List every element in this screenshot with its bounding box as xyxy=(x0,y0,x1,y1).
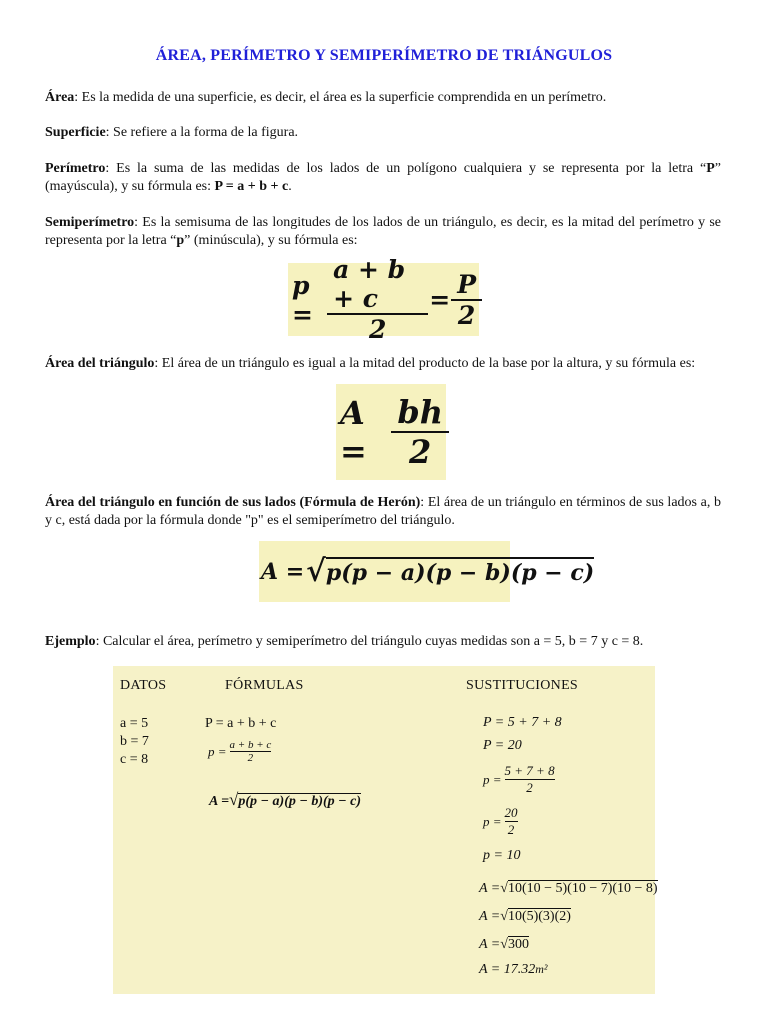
term-ejemplo: Ejemplo xyxy=(45,634,96,649)
definition-area-text: : Es la medida de una superficie, es decir, el área es la superficie comprendida en un perímetro. xyxy=(74,90,607,105)
heron-formula-image xyxy=(259,541,595,602)
definition-area-triangulo-text: : El área de un triángulo es igual a la mitad del producto de la base por la altura, y su fórmula es: xyxy=(154,356,696,371)
sust-4-den: 2 xyxy=(505,821,518,838)
sust-7 xyxy=(479,909,571,925)
definition-semiperimetro-text: : Es la semisuma de las longitudes de los lados de un triángulo, es decir, es la mitad del perímetro y se representa por la letra “ xyxy=(45,215,721,248)
area-formula-image xyxy=(336,384,446,480)
definition-semiperimetro xyxy=(45,214,721,250)
definition-heron xyxy=(45,494,721,530)
heron-formula-radicand: p(p − a)(p − b)(p − c) xyxy=(326,557,594,586)
sust-6 xyxy=(479,881,658,897)
datos-c: c = 8 xyxy=(120,752,149,767)
sust-4-lhs: p = xyxy=(483,813,502,829)
definition-perimetro xyxy=(45,160,721,196)
f-heron-radicand: p(p − a)(p − b)(p − c) xyxy=(238,794,362,809)
semiperimetro-letter: p xyxy=(176,233,185,248)
sust-6-lhs: A = xyxy=(479,881,501,896)
term-heron: Área del triángulo en función de sus lados (Fórmula de Herón) xyxy=(45,495,421,510)
definition-area-triangulo xyxy=(45,355,721,373)
definition-perimetro-text: : Es la suma de las medidas de los lados de un polígono cualquiera y se representa por la letra “ xyxy=(105,161,707,176)
datos-a: a = 5 xyxy=(120,716,149,731)
sqrt-icon: √ xyxy=(229,790,239,809)
page-title: ÁREA, PERÍMETRO Y SEMIPERÍMETRO DE TRIÁNGULOS xyxy=(155,47,613,64)
sust-2: P = 20 xyxy=(483,738,522,753)
f-semi-den: 2 xyxy=(230,751,272,764)
semiperimetro-formula-image xyxy=(288,255,479,344)
formula-semiperimetro xyxy=(208,739,271,764)
formula-perimetro: P = a + b + c xyxy=(205,716,277,731)
definition-ejemplo xyxy=(45,633,721,651)
term-area: Área xyxy=(45,90,75,105)
definition-semiperimetro-text2: ” (minúscula), y su fórmula es: xyxy=(184,233,358,248)
term-perimetro: Perímetro xyxy=(45,161,106,176)
area-formula-lhs: A = xyxy=(340,394,367,470)
area-formula-numerator: bh xyxy=(397,393,443,431)
sust-9-lhs: A = 17.32 xyxy=(479,962,536,977)
perimetro-formula: P = a + b + c xyxy=(214,179,289,194)
sust-7-radicand: 10(5)(3)(2) xyxy=(507,909,571,924)
definition-area xyxy=(45,89,721,107)
definition-superficie xyxy=(45,124,721,142)
sust-8-radicand: 300 xyxy=(507,937,529,952)
sust-4 xyxy=(483,805,518,838)
sqrt-icon: √ xyxy=(500,937,508,952)
definition-perimetro-text2: ” (mayúscula), y su fórmula es: xyxy=(45,161,721,194)
sust-1: P = 5 + 7 + 8 xyxy=(483,715,562,730)
sust-3-num: 5 + 7 + 8 xyxy=(504,763,555,778)
area-formula-fraction xyxy=(394,393,446,471)
semi-formula-numerator2: P xyxy=(457,269,476,299)
f-semi-lhs: p = xyxy=(208,743,227,759)
sust-9 xyxy=(479,962,548,978)
definition-superficie-text: : Se refiere a la forma de la figura. xyxy=(105,125,299,140)
sust-6-radicand: 10(10 − 5)(10 − 7)(10 − 8) xyxy=(507,881,658,896)
semi-formula-fraction2 xyxy=(454,270,479,330)
header-datos: DATOS xyxy=(120,678,167,693)
sust-4-fraction xyxy=(505,805,518,838)
sust-8 xyxy=(479,937,529,953)
definition-ejemplo-text: : Calcular el área, perímetro y semiperímetro del triángulo cuyas medidas son a = 5, b = 7 y c = 8. xyxy=(95,634,644,649)
header-formulas: FÓRMULAS xyxy=(225,678,304,693)
f-semi-num: a + b + c xyxy=(229,739,272,751)
semi-formula-numerator: a + b + c xyxy=(333,255,406,313)
header-sustituciones: SUSTITUCIONES xyxy=(466,678,579,693)
definition-perimetro-end: . xyxy=(288,179,292,194)
sust-4-num: 20 xyxy=(504,805,518,820)
semi-formula-denominator: 2 xyxy=(327,313,428,344)
sust-3 xyxy=(483,763,555,796)
sust-3-fraction xyxy=(505,763,555,796)
sust-3-lhs: p = xyxy=(483,771,502,787)
sust-5: p = 10 xyxy=(483,848,521,863)
sust-8-lhs: A = xyxy=(479,937,501,952)
semi-formula-lhs: p = xyxy=(292,270,313,329)
sqrt-icon: √ xyxy=(500,909,508,924)
example-table-image xyxy=(113,666,658,994)
datos-b: b = 7 xyxy=(120,734,149,749)
f-semi-fraction xyxy=(230,739,272,764)
term-semiperimetro: Semiperímetro xyxy=(45,215,135,230)
sqrt-icon: √ xyxy=(500,881,508,896)
definition-heron-text: : El área de un triángulo en términos de sus lados a, b y c, está dada por la fórmula donde "p" es el semiperímetro del triángulo. xyxy=(45,495,721,528)
semi-formula-denominator2: 2 xyxy=(451,299,482,330)
f-heron-lhs: A = xyxy=(209,794,230,809)
term-area-triangulo: Área del triángulo xyxy=(45,356,155,371)
formula-heron-small xyxy=(209,790,361,810)
semi-formula-eq: = xyxy=(429,285,451,314)
heron-formula-lhs: A = xyxy=(261,558,305,585)
area-formula-denominator: 2 xyxy=(391,431,449,471)
perimetro-letter: P xyxy=(706,161,715,176)
sqrt-icon: √ xyxy=(306,554,326,589)
sust-7-lhs: A = xyxy=(479,909,501,924)
term-superficie: Superficie xyxy=(45,125,106,140)
sust-3-den: 2 xyxy=(505,779,555,796)
sust-9-unit: m² xyxy=(535,962,548,976)
semi-formula-fraction xyxy=(330,255,425,344)
